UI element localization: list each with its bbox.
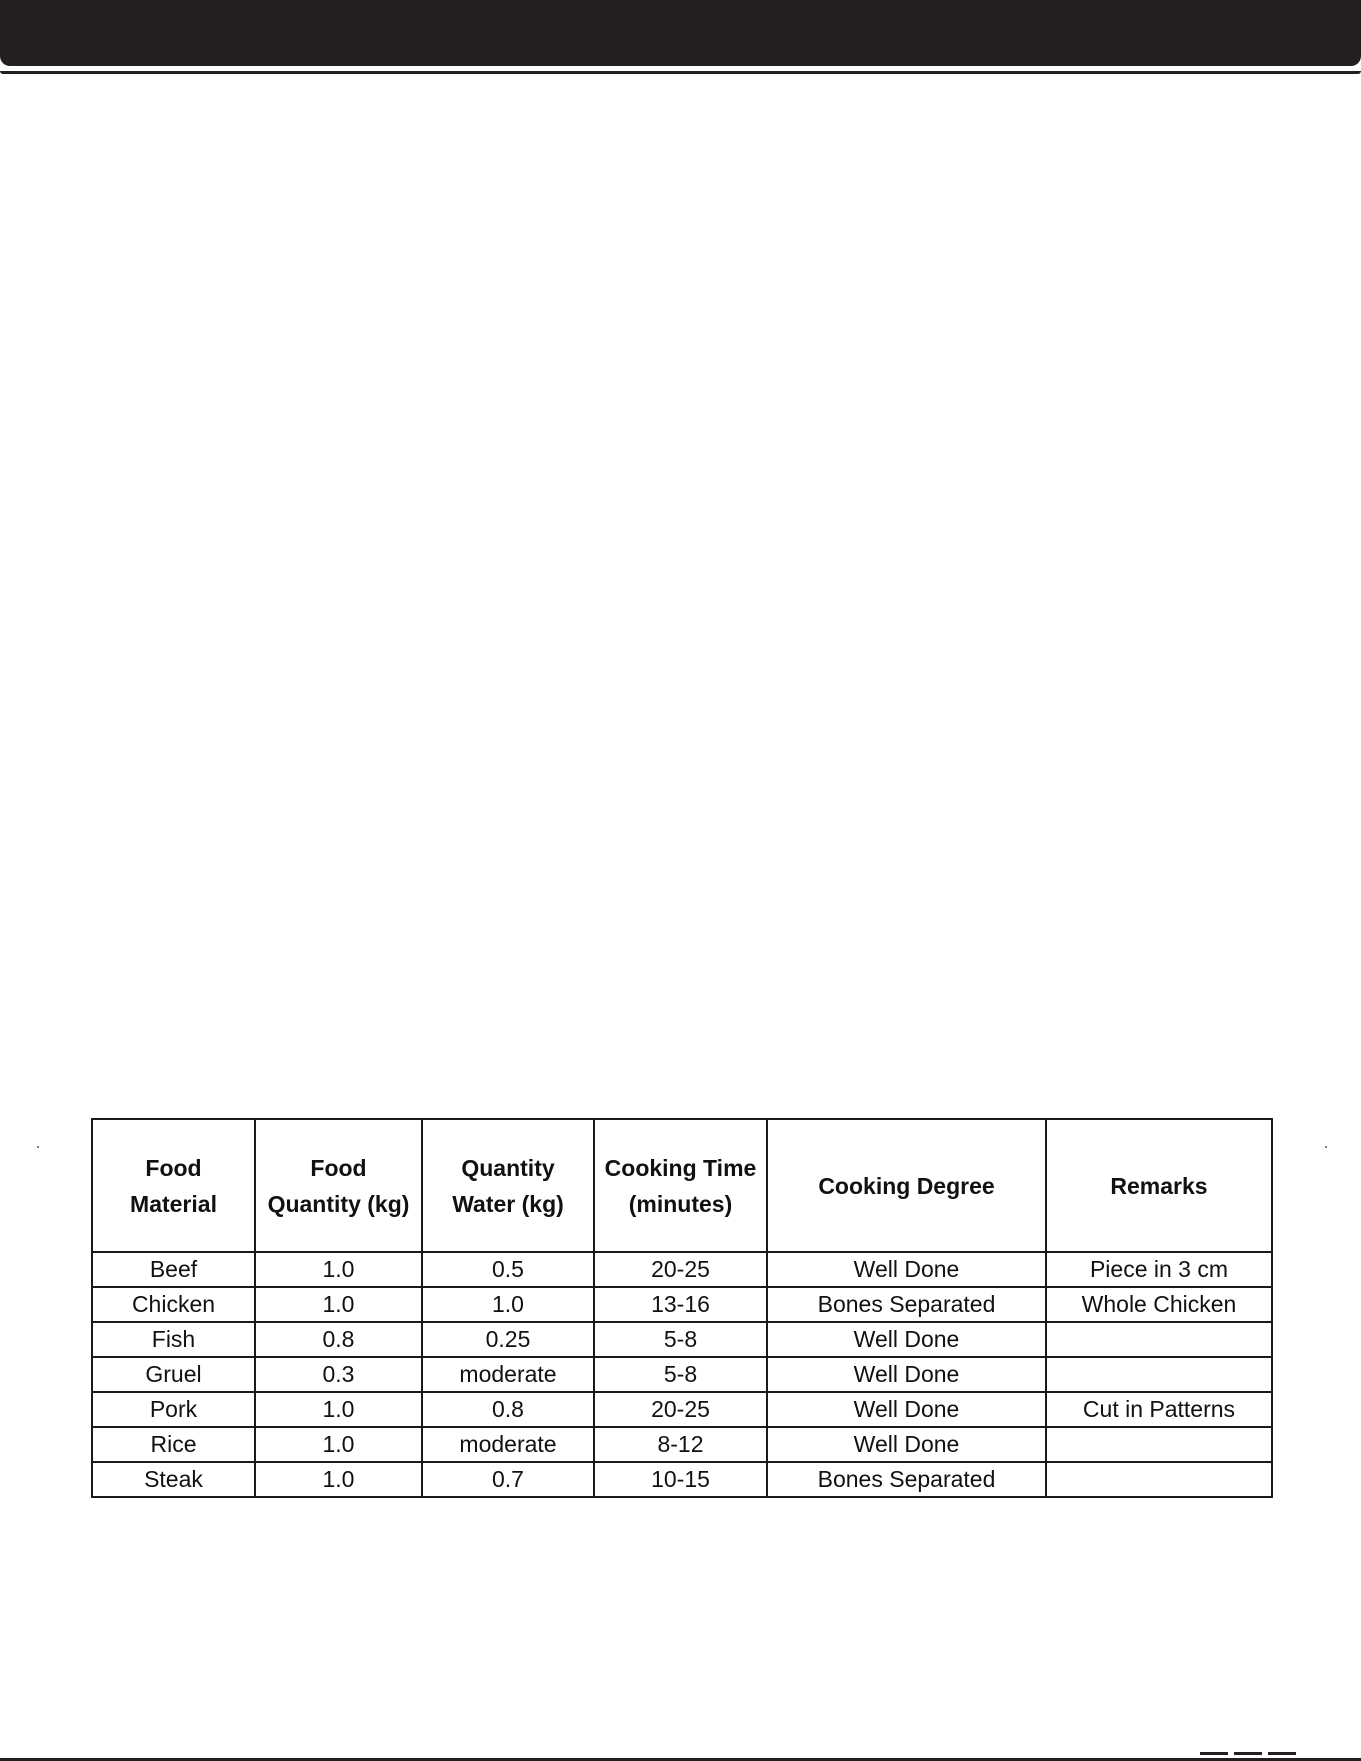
cell-cooking-time: 10-15 <box>594 1462 767 1497</box>
cell-water-quantity: 1.0 <box>422 1287 594 1322</box>
cell-remarks <box>1046 1322 1272 1357</box>
cell-food-quantity: 1.0 <box>255 1252 422 1287</box>
cell-water-quantity: 0.5 <box>422 1252 594 1287</box>
header-rule <box>0 71 1361 74</box>
cell-food-material: Beef <box>92 1252 255 1287</box>
cell-remarks <box>1046 1357 1272 1392</box>
cell-food-quantity: 1.0 <box>255 1427 422 1462</box>
table-row <box>92 1252 1272 1287</box>
cell-food-material: Rice <box>92 1427 255 1462</box>
cell-cooking-time: 5-8 <box>594 1322 767 1357</box>
cell-food-material: Steak <box>92 1462 255 1497</box>
cell-cooking-time: 20-25 <box>594 1392 767 1427</box>
cell-food-material: Chicken <box>92 1287 255 1322</box>
cell-water-quantity: moderate <box>422 1357 594 1392</box>
cell-food-quantity: 1.0 <box>255 1287 422 1322</box>
cell-remarks <box>1046 1462 1272 1497</box>
cell-cooking-time: 20-25 <box>594 1252 767 1287</box>
cooking-table <box>91 1118 1273 1498</box>
cell-water-quantity: 0.7 <box>422 1462 594 1497</box>
crop-mark-left <box>37 1146 39 1148</box>
header-quantity-water: Quantity Water (kg) <box>422 1119 594 1252</box>
footer-mark <box>1200 1752 1228 1755</box>
cell-remarks: Cut in Patterns <box>1046 1392 1272 1427</box>
cell-water-quantity: 0.8 <box>422 1392 594 1427</box>
cell-food-material: Fish <box>92 1322 255 1357</box>
header-bar <box>0 0 1361 66</box>
table-row <box>92 1427 1272 1462</box>
table-header-row <box>92 1119 1272 1252</box>
cell-cooking-time: 13-16 <box>594 1287 767 1322</box>
header-remarks: Remarks <box>1046 1119 1272 1252</box>
cell-cooking-time: 5-8 <box>594 1357 767 1392</box>
table-row <box>92 1462 1272 1497</box>
cell-food-material: Pork <box>92 1392 255 1427</box>
cell-food-quantity: 1.0 <box>255 1392 422 1427</box>
footer-mark <box>1268 1752 1296 1755</box>
cell-cooking-degree: Bones Separated <box>767 1287 1046 1322</box>
cell-cooking-degree: Bones Separated <box>767 1462 1046 1497</box>
crop-mark-right <box>1325 1146 1327 1148</box>
header-cooking-degree: Cooking Degree <box>767 1119 1046 1252</box>
cell-food-quantity: 1.0 <box>255 1462 422 1497</box>
header-food-material: Food Material <box>92 1119 255 1252</box>
header-food-quantity: Food Quantity (kg) <box>255 1119 422 1252</box>
cell-water-quantity: moderate <box>422 1427 594 1462</box>
header-cooking-time: Cooking Time (minutes) <box>594 1119 767 1252</box>
table-row <box>92 1392 1272 1427</box>
cell-cooking-degree: Well Done <box>767 1322 1046 1357</box>
cell-remarks: Piece in 3 cm <box>1046 1252 1272 1287</box>
cell-cooking-degree: Well Done <box>767 1357 1046 1392</box>
cell-food-quantity: 0.8 <box>255 1322 422 1357</box>
cell-food-material: Gruel <box>92 1357 255 1392</box>
table-row <box>92 1287 1272 1322</box>
cell-cooking-time: 8-12 <box>594 1427 767 1462</box>
cell-cooking-degree: Well Done <box>767 1427 1046 1462</box>
table-row <box>92 1357 1272 1392</box>
cell-food-quantity: 0.3 <box>255 1357 422 1392</box>
cell-remarks <box>1046 1427 1272 1462</box>
cell-remarks: Whole Chicken <box>1046 1287 1272 1322</box>
cell-water-quantity: 0.25 <box>422 1322 594 1357</box>
table-row <box>92 1322 1272 1357</box>
cell-cooking-degree: Well Done <box>767 1392 1046 1427</box>
footer-mark <box>1234 1752 1262 1755</box>
cell-cooking-degree: Well Done <box>767 1252 1046 1287</box>
